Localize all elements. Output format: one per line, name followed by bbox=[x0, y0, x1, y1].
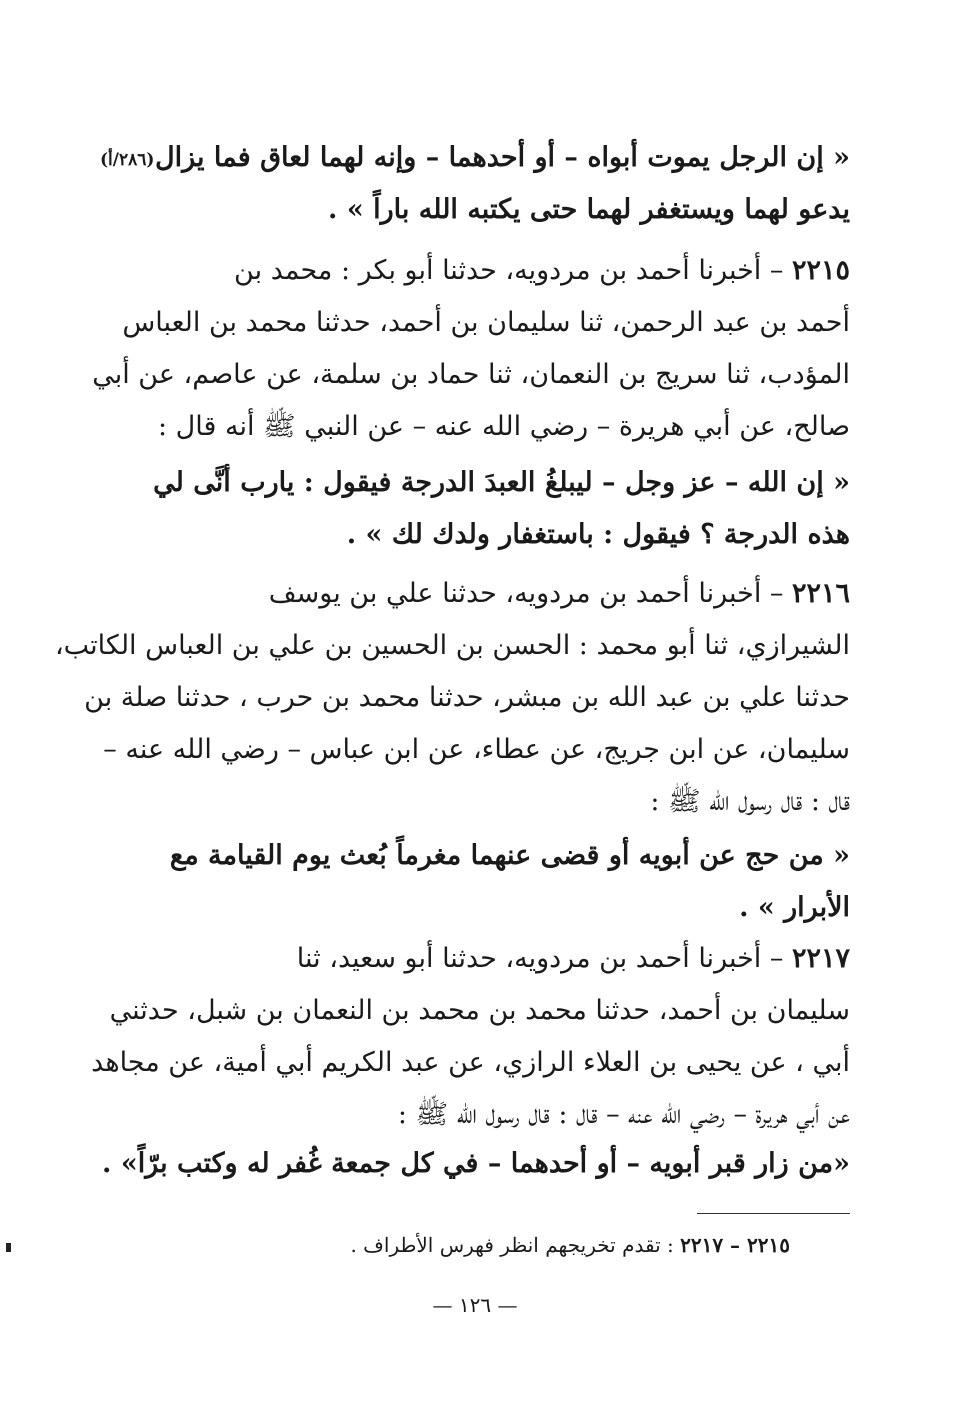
hadith-2215-text bbox=[153, 457, 850, 561]
hadith-number: ٢٢١٥ bbox=[791, 255, 850, 286]
isnad-text: – أخبرنا أحمد بن مردويه، حدثنا علي بن يوسف bbox=[268, 578, 792, 609]
hadith-2217-text bbox=[102, 1138, 850, 1190]
footnote bbox=[320, 1233, 790, 1257]
page-number: — ١٢٦ — bbox=[432, 1293, 518, 1317]
hadith-2214-text bbox=[155, 132, 850, 236]
isnad-line: سليمان، عن ابن جريج، عن عطاء، عن ابن عباس – رضي الله عنه – bbox=[103, 734, 850, 765]
hadith-number: ٢٢١٦ bbox=[791, 578, 850, 609]
isnad-line: أبي ، عن يحيى بن العلاء الرازي، عن عبد الكريم أبي أمية، عن مجاهد bbox=[91, 1047, 850, 1078]
hadith-line: « إن الله – عز وجل – ليبلغُ العبدَ الدرجة فيقول : يارب أنَّى لي bbox=[153, 467, 850, 498]
hadith-line: « إن الرجل يموت أبواه – أو أحدهما – وإنه لهما لعاق فما يزال bbox=[155, 142, 850, 173]
isnad-line: قال : قال رسول الله ﷺ : bbox=[650, 786, 850, 817]
isnad-2215 bbox=[92, 245, 850, 453]
isnad-first-line bbox=[158, 245, 850, 297]
isnad-line: الشيرازي، ثنا أبو محمد : الحسن بن الحسين بن علي بن العباس الكاتب، bbox=[54, 630, 850, 661]
hadith-line: الأبرار » . bbox=[739, 892, 850, 923]
isnad-text: – أخبرنا أحمد بن مردويه، حدثنا أبو بكر : محمد بن bbox=[234, 255, 792, 286]
isnad-line: حدثنا علي بن عبد الله بن مبشر، حدثنا محمد بن حرب ، حدثنا صلة بن bbox=[84, 682, 850, 713]
isnad-line: أحمد بن عبد الرحمن، ثنا سليمان بن أحمد، حدثنا محمد بن العباس bbox=[122, 307, 850, 338]
hadith-line: «من زار قبر أبويه – أو أحدهما – في كل جمعة غُفر له وكتب برّاً» . bbox=[102, 1148, 850, 1179]
manuscript-folio-note: (٢٨٦/أ) bbox=[100, 150, 155, 170]
isnad-first-line bbox=[158, 933, 850, 985]
isnad-text: – أخبرنا أحمد بن مردويه، حدثنا أبو سعيد، ثنا bbox=[296, 943, 792, 974]
isnad-2217 bbox=[91, 933, 850, 1141]
isnad-line: صالح، عن أبي هريرة – رضي الله عنه – عن النبي ﷺ أنه قال : bbox=[157, 411, 850, 442]
footnote-separator bbox=[697, 1213, 850, 1214]
footnote-text: : تقدم تخريجهم انظر فهرس الأطراف . bbox=[350, 1233, 681, 1257]
isnad-2216 bbox=[54, 568, 850, 828]
hadith-line: يدعو لهما ويستغفر لهما حتى يكتبه الله باراً » . bbox=[328, 194, 850, 225]
hadith-line: هذه الدرجة ؟ فيقول : باستغفار ولدك لك » . bbox=[346, 519, 850, 550]
isnad-line: عن أبي هريرة – رضي الله عنه – قال : قال رسول الله ﷺ : bbox=[397, 1099, 850, 1130]
isnad-first-line bbox=[158, 568, 850, 620]
hadith-line: « من حج عن أبويه أو قضى عنهما مغرماً بُعث يوم القيامة مع bbox=[169, 840, 850, 871]
isnad-line: المؤدب، ثنا سريج بن النعمان، ثنا حماد بن سلمة، عن عاصم، عن أبي bbox=[92, 359, 850, 390]
footnote-range: ٢٢١٥ – ٢٢١٧ bbox=[680, 1233, 790, 1257]
scan-speck bbox=[6, 1243, 11, 1252]
isnad-line: سليمان بن أحمد، حدثنا محمد بن محمد بن النعمان بن شبل، حدثني bbox=[109, 995, 850, 1026]
hadith-number: ٢٢١٧ bbox=[791, 943, 850, 974]
hadith-2216-text bbox=[158, 830, 850, 934]
